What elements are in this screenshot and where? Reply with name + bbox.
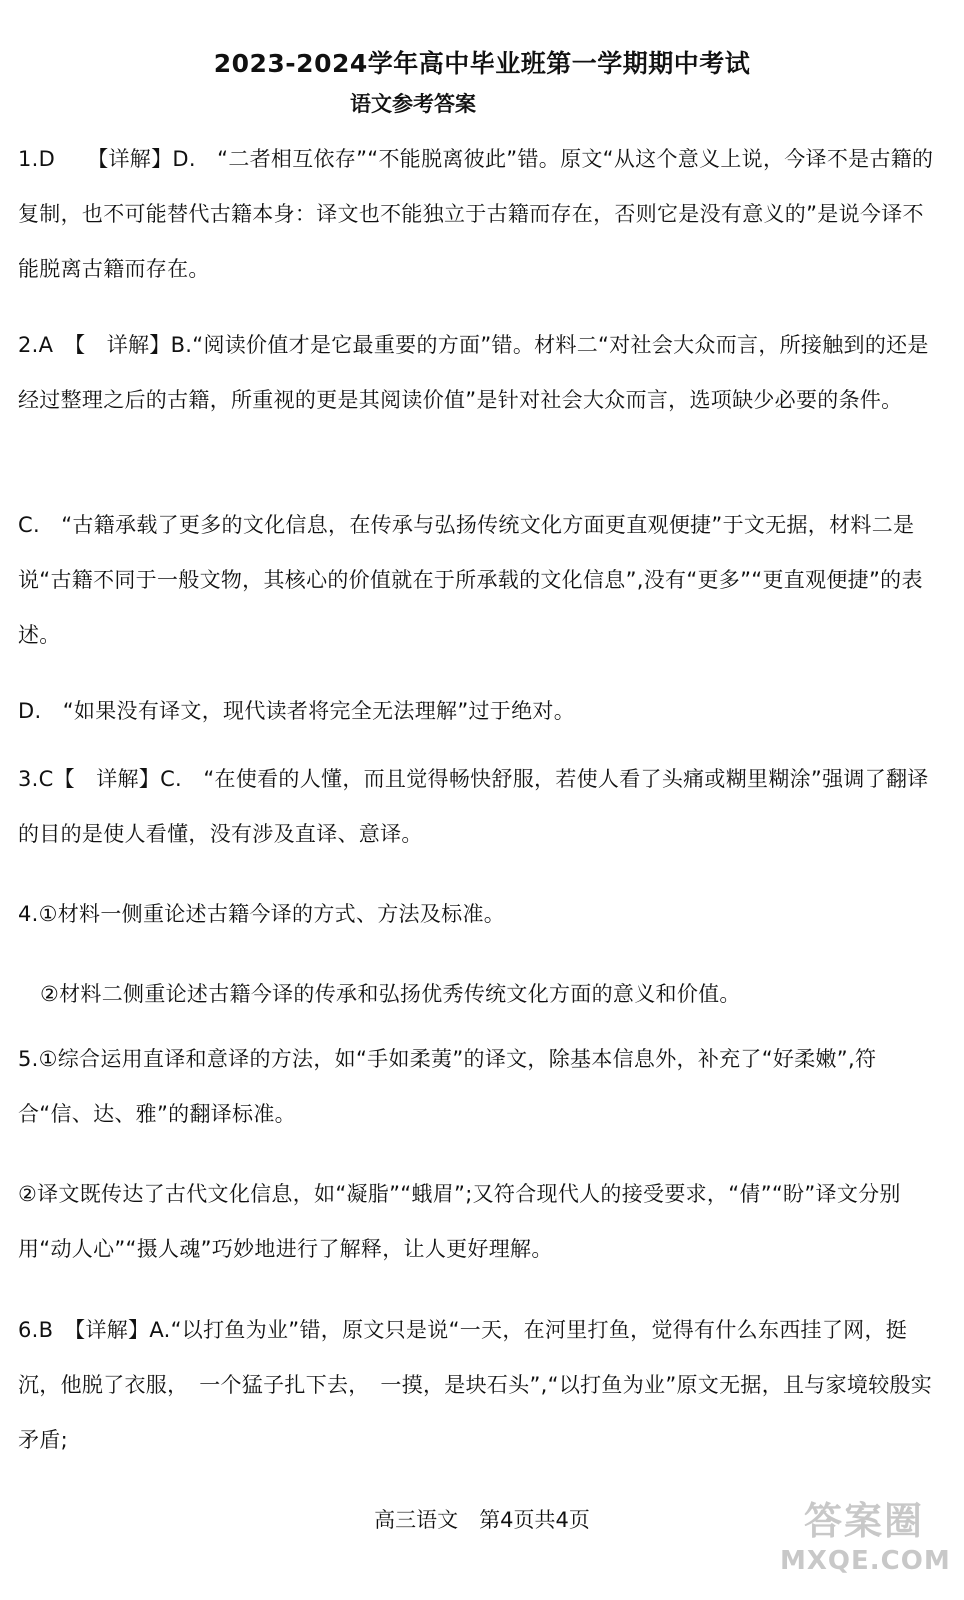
answer-4-point-1: 4.①材料一侧重论述古籍今译的方式、方法及标准。 xyxy=(18,902,506,926)
answer-2-d: D. “如果没有译文，现代读者将完全无法理解”过于绝对。 xyxy=(18,699,576,723)
document-subtitle: 语文参考答案 xyxy=(350,92,476,116)
answer-5-point-1: 5.①综合运用直译和意译的方法，如“手如柔荑”的译文，除基本信息外，补充了“好柔嫩”,符合“信、达、雅”的翻译标准。 xyxy=(18,1047,877,1126)
page-footer: 高三语文 第4页共4页 xyxy=(374,1508,590,1532)
watermark-logo xyxy=(780,1496,951,1586)
answer-6: 6.B 【详解】A.“以打鱼为业”错，原文只是说“一天，在河里打鱼，觉得有什么东西挂了网，挺沉，他脱了衣服， 一个猛子扎下去， 一摸，是块石头”,“以打鱼为业”原文无据，且与家境较殷实矛盾; xyxy=(18,1318,933,1452)
answer-4-point-2: ②材料二侧重论述古籍今译的传承和弘扬优秀传统文化方面的意义和价值。 xyxy=(40,982,741,1006)
answer-2-c: C. “古籍承载了更多的文化信息，在传承与弘扬传统文化方面更直观便捷”于文无据，材料二是说“古籍不同于一般文物，其核心的价值就在于所承载的文化信息”,没有“更多”“更直观便捷”的表述。 xyxy=(18,513,923,647)
answer-2: 2.A 【 详解】B.“阅读价值才是它最重要的方面”错。材料二“对社会大众而言，所接触到的还是经过整理之后的古籍，所重视的更是其阅读价值”是针对社会大众而言，选项缺少必要的条件。 xyxy=(18,333,929,412)
watermark-bottom-text: MXQE.COM xyxy=(780,1546,951,1576)
answer-3: 3.C【 详解】C. “在使看的人懂，而且觉得畅快舒服，若使人看了头痛或糊里糊涂”强调了翻译的目的是使人看懂，没有涉及直译、意译。 xyxy=(18,767,929,846)
answer-5-point-2: ②译文既传达了古代文化信息，如“凝脂”“蛾眉”;又符合现代人的接受要求，“倩”“盼”译文分别用“动人心”“摄人魂”巧妙地进行了解释，让人更好理解。 xyxy=(18,1182,901,1261)
document-title: 2023-2024学年高中毕业班第一学期期中考试 xyxy=(213,49,751,78)
watermark-top-text: 答案圈 xyxy=(803,1499,924,1543)
answer-1: 1.D 【详解】D. “二者相互依存”“不能脱离彼此”错。原文“从这个意义上说，今译不是古籍的复制，也不可能替代古籍本身：译文也不能独立于古籍而存在，否则它是没有意义的”是说今译不能脱离古籍而存在。 xyxy=(18,147,934,281)
